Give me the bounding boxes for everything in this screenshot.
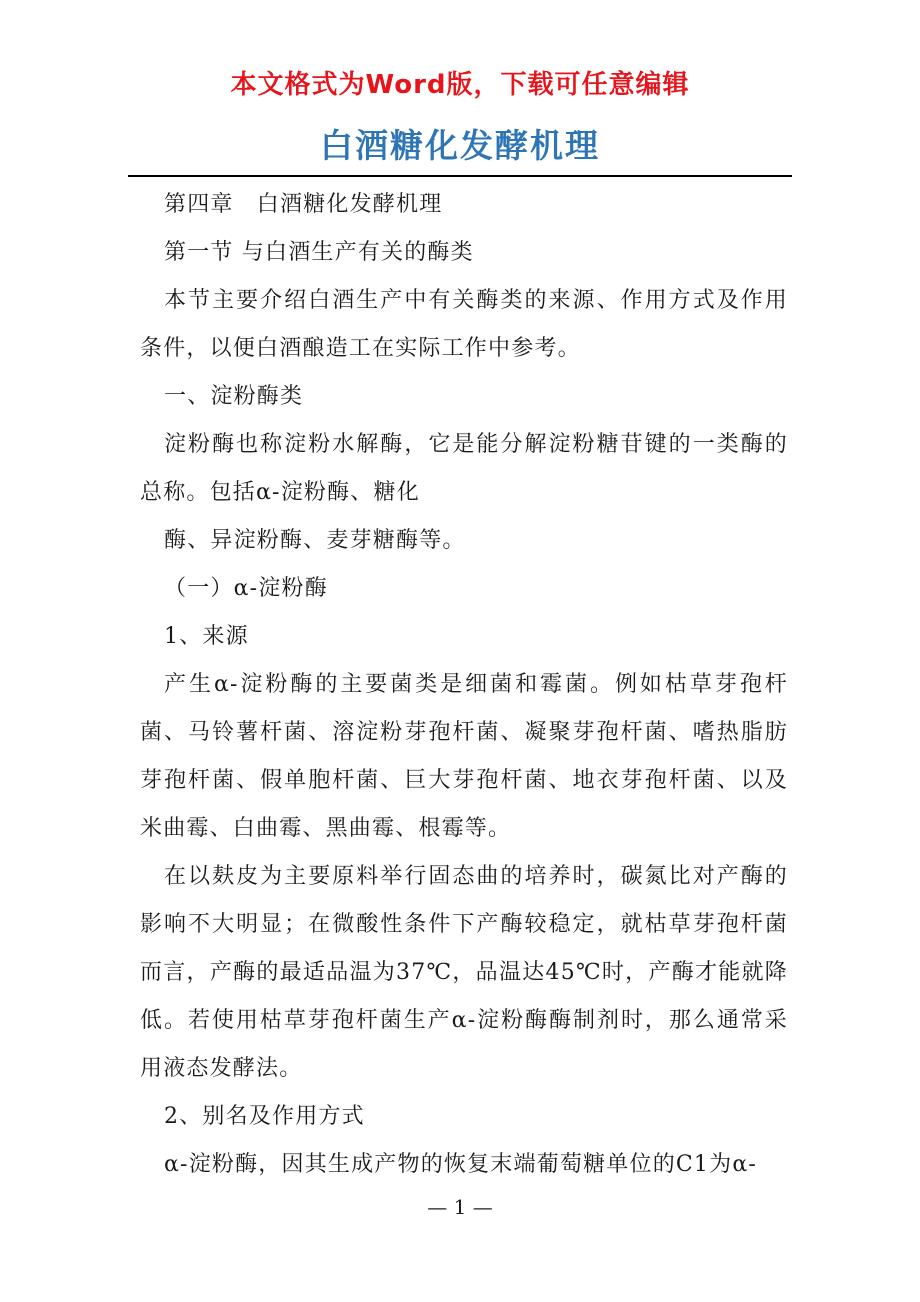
item-heading: 1、来源 (164, 624, 249, 649)
paragraph: 产生α-淀粉酶的主要菌类是细菌和霉菌。例如枯草芽孢杆菌、马铃薯杆菌、溶淀粉芽孢杆菌、凝聚芽孢杆菌、嗜热脂肪芽孢杆菌、假单胞杆菌、巨大芽孢杆菌、地衣芽孢杆菌、以及米曲霉、白曲霉、黑曲霉、根霉等。 (140, 672, 788, 841)
format-banner: 本文格式为Word版，下载可任意编辑 (230, 70, 690, 100)
subsection-heading: （一）α-淀粉酶 (164, 576, 328, 601)
document-body (140, 181, 788, 1189)
chapter-heading: 第四章 白酒糖化发酵机理 (164, 192, 443, 217)
document-title: 白酒糖化发酵机理 (320, 126, 600, 165)
paragraph: 酶、异淀粉酶、麦芽糖酶等。 (164, 528, 466, 553)
subsection-heading: 一、淀粉酶类 (164, 384, 304, 409)
page-number: — 1 — (427, 1195, 493, 1219)
paragraph: 在以麸皮为主要原料举行固态曲的培养时，碳氮比对产酶的影响不大明显；在微酸性条件下产酶较稳定，就枯草芽孢杆菌而言，产酶的最适品温为37℃，品温达45℃时，产酶才能就降低。若使用枯草芽孢杆菌生产α-淀粉酶酶制剂时，那么通常采用液态发酵法。 (140, 864, 788, 1081)
item-heading: 2、别名及作用方式 (164, 1104, 365, 1129)
section-heading: 第一节 与白酒生产有关的酶类 (164, 240, 474, 265)
paragraph: 淀粉酶也称淀粉水解酶，它是能分解淀粉糖苷键的一类酶的总称。包括α-淀粉酶、糖化 (140, 432, 788, 505)
paragraph: 本节主要介绍白酒生产中有关酶类的来源、作用方式及作用条件，以便白酒酿造工在实际工作中参考。 (140, 288, 788, 361)
paragraph: α-淀粉酶，因其生成产物的恢复末端葡萄糖单位的C1为α- (164, 1152, 758, 1177)
title-divider (128, 175, 792, 177)
